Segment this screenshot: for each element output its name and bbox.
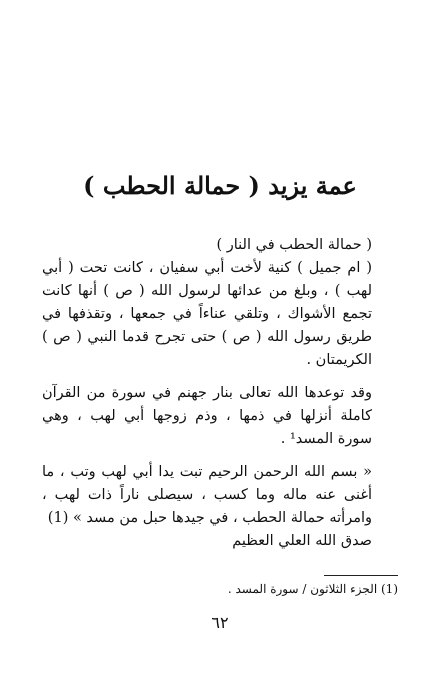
footnote-divider xyxy=(324,575,398,576)
page-number: ٦٢ xyxy=(211,613,229,632)
chapter-title: عمة يزيد ( حمالة الحطب ) xyxy=(83,171,357,200)
footnote: (1) الجزء الثلاثون / سورة المسد . xyxy=(227,582,398,596)
paragraph-1: ( ام جميل ) كنية لأخت أبي سفيان ، كانت تحت ( أبي لهب ) ، وبلغ من عدائها لرسول الله ( ص ) أنها كانت تجمع الأشواك ، وتلقي عناءاً في جمعها ، وتقذفها في طريق رسول الله ( ص ) حتى تجرح قدما النبي ( ص ) الكريمتان . xyxy=(42,260,372,368)
closing-line: صدق الله العلي العظيم xyxy=(232,533,372,549)
quran-quote: « بسم الله الرحمن الرحيم تبت يدا أبي لهب وتب ، ما أغنى عنه ماله وما كسب ، سيصلى ناراً ذات لهب ، وامرأته حمالة الحطب ، في جيدها حبل من مسد » (1) xyxy=(42,464,372,526)
body-text xyxy=(42,234,398,553)
paragraph-2: وقد توعدها الله تعالى بنار جهنم في سورة من القرآن كاملة أنزلها في ذمها ، وذم زوجها أبي لهب ، وهي سورة المسد¹ . xyxy=(42,385,372,447)
subheading: ( حمالة الحطب في النار ) xyxy=(216,237,372,253)
